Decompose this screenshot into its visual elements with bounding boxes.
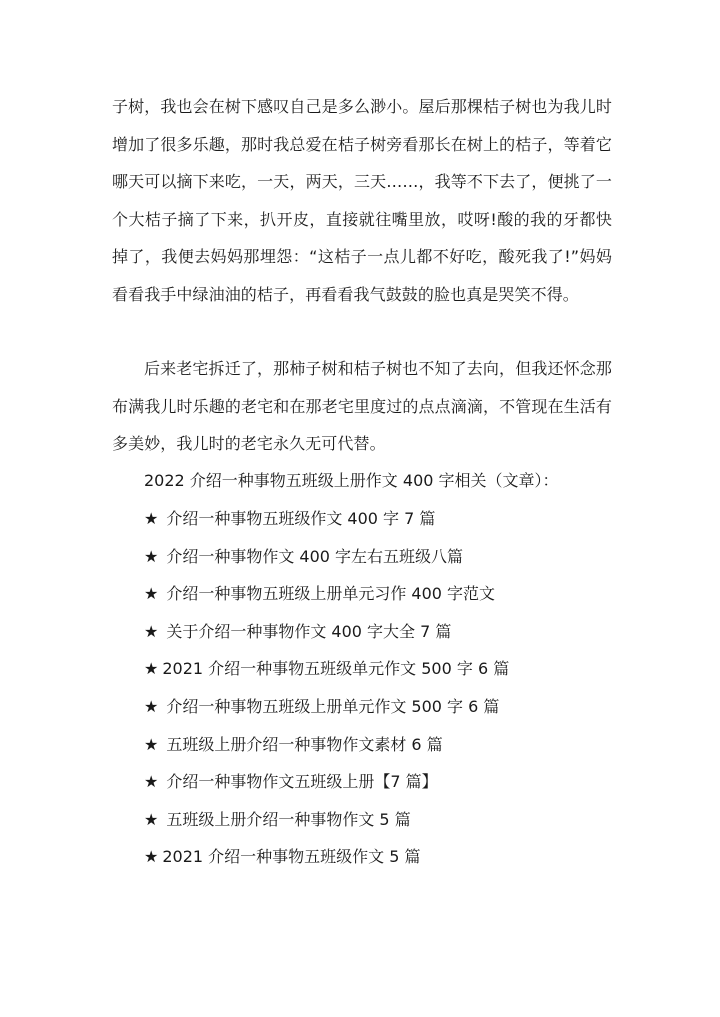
related-article-title: 2021 介绍一种事物五班级单元作文 500 字 6 篇: [162, 659, 510, 679]
star-icon: ★: [144, 847, 159, 867]
related-article-title: 五班级上册介绍一种事物作文 5 篇: [166, 809, 411, 829]
related-article-title: 2021 介绍一种事物五班级作文 5 篇: [162, 847, 421, 867]
related-article-link-1[interactable]: [144, 500, 509, 538]
related-article-title: 介绍一种事物五班级上册单元习作 400 字范文: [166, 584, 496, 604]
related-article-link-7[interactable]: [144, 726, 509, 764]
related-article-title: 介绍一种事物作文五班级上册【7 篇】: [166, 772, 438, 792]
star-icon: ★: [144, 584, 159, 604]
related-article-link-10[interactable]: [144, 838, 509, 876]
related-article-title: 介绍一种事物五班级作文 400 字 7 篇: [166, 509, 436, 528]
related-article-link-8[interactable]: [144, 763, 509, 801]
related-article-title: 介绍一种事物作文 400 字左右五班级八篇: [166, 546, 464, 566]
star-icon: ★: [144, 734, 159, 754]
body-paragraph-2: 后来老宅拆迁了，那柿子树和桔子树也不知了去向，但我还怀念那布满我儿时乐趣的老宅和在那老宅里度过的点点滴滴，不管现在生活有多美妙，我儿时的老宅永久无可代替。: [112, 359, 612, 453]
related-articles-list: [144, 500, 509, 876]
star-icon: ★: [144, 772, 159, 792]
star-icon: ★: [144, 621, 159, 641]
related-article-link-9[interactable]: [144, 801, 509, 839]
star-icon: ★: [144, 809, 159, 829]
related-article-link-5[interactable]: [144, 650, 509, 688]
star-icon: ★: [144, 546, 159, 566]
star-icon: ★: [144, 696, 159, 716]
star-icon: ★: [144, 659, 159, 679]
related-article-title: 五班级上册介绍一种事物作文素材 6 篇: [166, 734, 443, 754]
related-article-title: 介绍一种事物五班级上册单元作文 500 字 6 篇: [166, 696, 500, 716]
related-article-link-4[interactable]: [144, 613, 509, 651]
related-article-link-2[interactable]: [144, 538, 509, 576]
related-article-link-6[interactable]: [144, 688, 509, 726]
related-article-link-3[interactable]: [144, 575, 509, 613]
star-icon: ★: [144, 509, 159, 528]
related-article-title: 关于介绍一种事物作文 400 字大全 7 篇: [166, 621, 452, 641]
related-articles-heading: 2022 介绍一种事物五班级上册作文 400 字相关（文章）：: [144, 471, 559, 490]
body-paragraph-1: 子树，我也会在树下感叹自己是多么渺小。屋后那棵桔子树也为我儿时增加了很多乐趣，那时我总爱在桔子树旁看那长在树上的桔子，等着它哪天可以摘下来吃，一天，两天，三天……，我等不下去了，便挑了一个大桔子摘了下来，扒开皮，直接就往嘴里放，哎呀!酸的我的牙都快掉了，我便去妈妈那埋怨：“这桔子一点儿都不好吃，酸死我了!”妈妈看看我手中绿油油的桔子，再看看我气鼓鼓的脸也真是哭笑不得。: [112, 97, 612, 304]
